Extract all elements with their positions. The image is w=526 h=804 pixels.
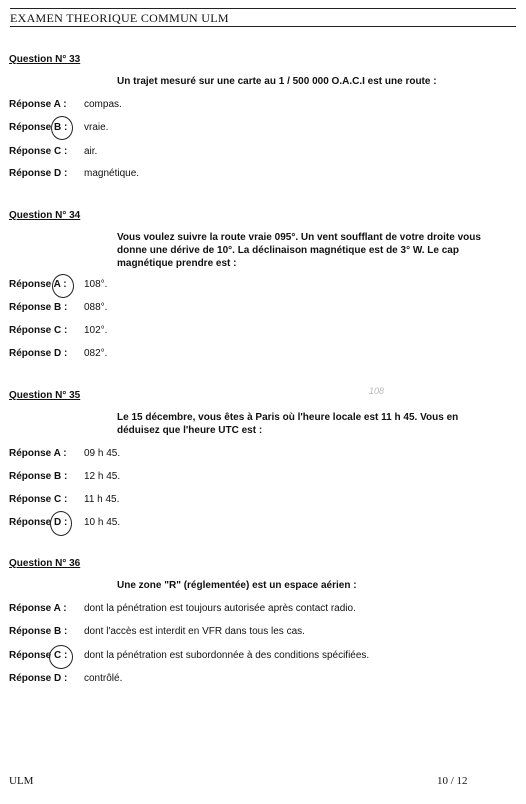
answer-text: 09 h 45. bbox=[84, 448, 121, 459]
question-label: Question N° 34 bbox=[9, 210, 81, 221]
question-35 bbox=[9, 390, 517, 528]
answer-text: dont l'accès est interdit en VFR dans tous les cas. bbox=[84, 626, 305, 637]
answer-text: 12 h 45. bbox=[84, 471, 121, 482]
answer-label: Réponse A : bbox=[9, 279, 67, 290]
question-text: Un trajet mesuré sur une carte au 1 / 500 000 O.A.C.I est une route : bbox=[117, 76, 437, 87]
question-text: Vous voulez suivre la route vraie 095°. Un vent soufflant de votre droite vous donne une dérive de 10°. La déclinaison magnétique est de 3° W. Le cap magnétique prendre est : bbox=[117, 232, 481, 269]
footer-left: ULM bbox=[9, 775, 34, 787]
answer-text: dont la pénétration est subordonnée à des conditions spécifiées. bbox=[84, 650, 370, 661]
answer-label: Réponse A : bbox=[9, 603, 67, 614]
answer-label: Réponse D : bbox=[9, 168, 68, 179]
answer-label: Réponse D : bbox=[9, 348, 68, 359]
answer-text: magnétique. bbox=[84, 168, 140, 179]
question-label: Question N° 35 bbox=[9, 390, 81, 401]
question-label: Question N° 33 bbox=[9, 54, 81, 65]
answer-label: Réponse C : bbox=[9, 650, 68, 661]
question-label: Question N° 36 bbox=[9, 558, 81, 569]
header-rule bbox=[10, 8, 516, 9]
question-text: Le 15 décembre, vous êtes à Paris où l'heure locale est 11 h 45. Vous en déduisez que l'heure UTC est : bbox=[117, 412, 459, 436]
answer-label: Réponse B : bbox=[9, 471, 68, 482]
answer-label: Réponse A : bbox=[9, 448, 67, 459]
answer-label: Réponse C : bbox=[9, 494, 68, 505]
answer-text: contrôlé. bbox=[84, 673, 123, 684]
answer-text: vraie. bbox=[84, 122, 109, 133]
answer-text: 088°. bbox=[84, 302, 108, 313]
answer-label: Réponse B : bbox=[9, 626, 68, 637]
page-number: 10 / 12 bbox=[437, 775, 468, 787]
answer-text: 108°. bbox=[84, 279, 108, 290]
answer-label: Réponse B : bbox=[9, 302, 68, 313]
answer-label: Réponse B : bbox=[9, 122, 68, 133]
answer-label: Réponse C : bbox=[9, 146, 68, 157]
answer-text: compas. bbox=[84, 99, 122, 110]
answer-text: dont la pénétration est toujours autorisée après contact radio. bbox=[84, 603, 356, 614]
handwritten-note: 108 bbox=[369, 386, 385, 396]
answer-label: Réponse D : bbox=[9, 517, 68, 528]
page-header bbox=[10, 8, 516, 27]
answer-text: 082°. bbox=[84, 348, 108, 359]
answer-text: air. bbox=[84, 146, 98, 157]
answer-text: 11 h 45. bbox=[84, 494, 120, 505]
answer-text: 10 h 45. bbox=[84, 517, 121, 528]
answer-label: Réponse C : bbox=[9, 325, 68, 336]
answer-text: 102°. bbox=[84, 325, 108, 336]
question-text: Une zone "R" (réglementée) est un espace aérien : bbox=[117, 580, 357, 591]
answer-label: Réponse D : bbox=[9, 673, 68, 684]
exam-title: EXAMEN THEORIQUE COMMUN ULM bbox=[10, 11, 229, 25]
question-36 bbox=[9, 558, 517, 684]
answer-label: Réponse A : bbox=[9, 99, 67, 110]
question-33 bbox=[9, 54, 517, 179]
header-rule bbox=[10, 26, 516, 27]
